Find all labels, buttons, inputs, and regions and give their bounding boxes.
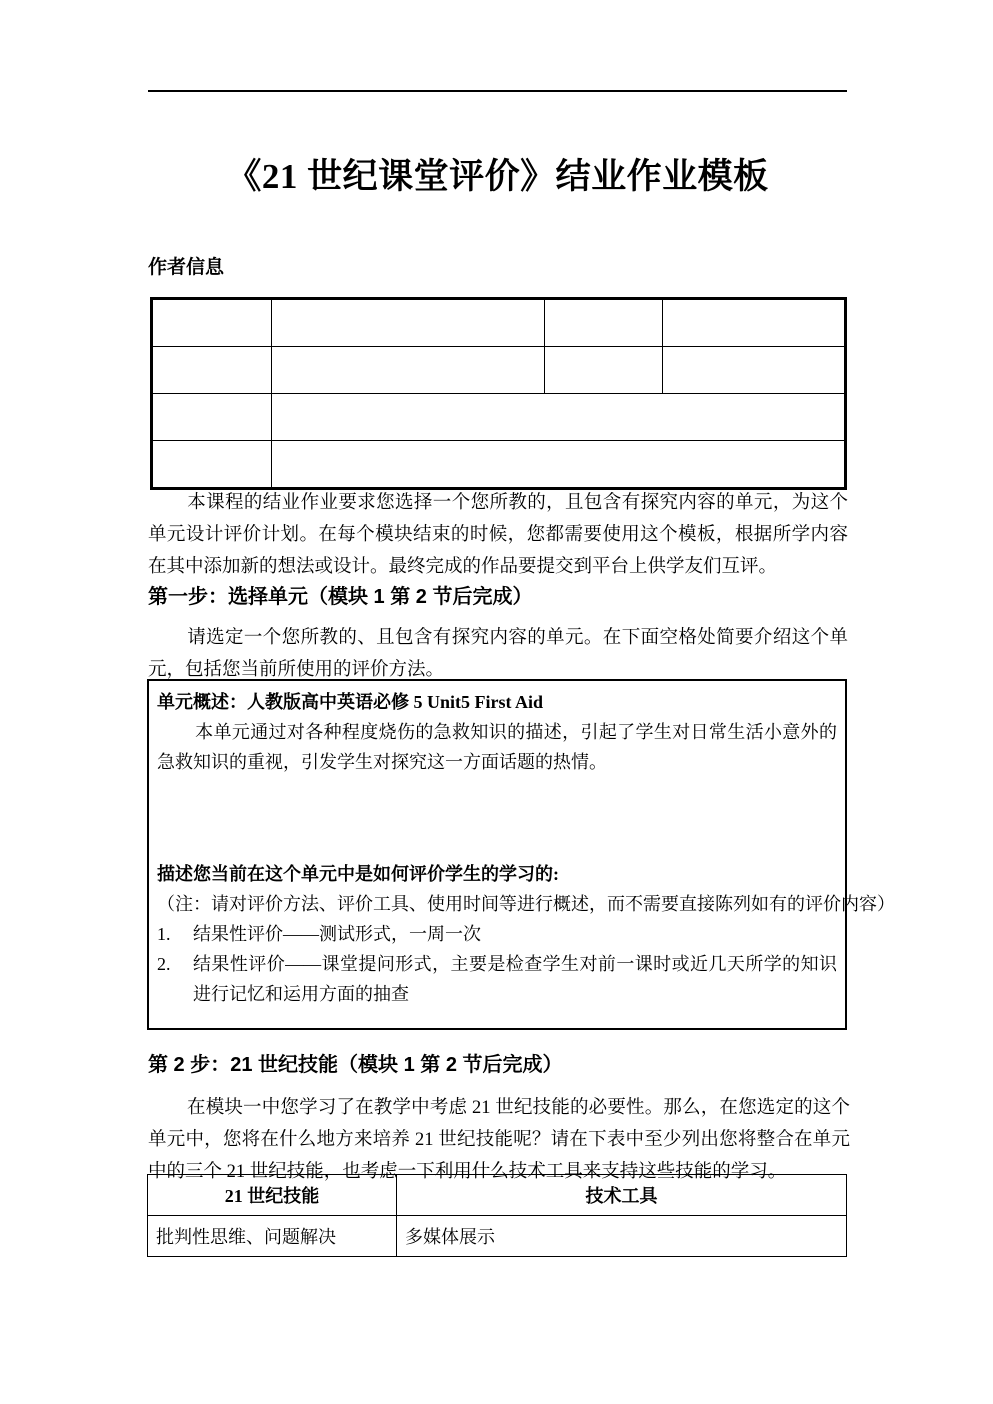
author-cell[interactable] [152, 347, 272, 394]
author-cell[interactable] [545, 347, 663, 394]
list-item-number: 2. [157, 954, 171, 974]
step-1-paragraph-text: 请选定一个您所教的、且包含有探究内容的单元。在下面空格处简要介绍这个单元，包括您当前所使用的评价方法。 [148, 628, 848, 680]
skills-table-cell-tool[interactable]: 多媒体展示 [397, 1216, 847, 1257]
assessment-list [157, 919, 837, 1009]
skills-table-header-skill: 21 世纪技能 [148, 1175, 397, 1216]
author-cell[interactable] [152, 394, 272, 441]
author-cell[interactable] [663, 299, 846, 347]
author-cell[interactable] [272, 394, 846, 441]
table-header-row [148, 1175, 847, 1216]
list-item [157, 949, 837, 1009]
table-row [152, 394, 846, 441]
author-cell[interactable] [152, 441, 272, 489]
assessment-description-title: 描述您当前在这个单元中是如何评价学生的学习的: [157, 864, 559, 884]
table-row [152, 299, 846, 347]
step-1-paragraph [148, 622, 848, 686]
list-item [157, 919, 837, 949]
step-2-heading: 第 2 步：21 世纪技能（模块 1 第 2 节后完成） [148, 1054, 563, 1076]
box-spacer [157, 777, 837, 859]
unit-overview-body [157, 717, 837, 777]
unit-overview-title: 单元概述：人教版高中英语必修 5 Unit5 First Aid [157, 692, 544, 712]
author-info-heading: 作者信息 [148, 257, 225, 278]
skills-table-cell-skill[interactable]: 批判性思维、问题解决 [148, 1216, 397, 1257]
header-separator-rule [148, 90, 847, 92]
list-item-text: 结果性评价——课堂提问形式，主要是检查学生对前一课时或近几天所学的知识进行记忆和运用方面的抽查 [193, 954, 837, 1004]
author-cell[interactable] [272, 299, 545, 347]
unit-overview-body-text: 本单元通过对各种程度烧伤的急救知识的描述，引起了学生对日常生活小意外的急救知识的重视，引发学生对探究这一方面话题的热情。 [157, 722, 837, 772]
skills-table [147, 1174, 847, 1257]
table-row [152, 347, 846, 394]
table-row [152, 441, 846, 489]
unit-description-box[interactable] [147, 679, 895, 1030]
author-cell[interactable] [545, 299, 663, 347]
list-item-text: 结果性评价——测试形式，一周一次 [193, 924, 481, 944]
author-cell[interactable] [663, 347, 846, 394]
skills-table-header-tool: 技术工具 [397, 1175, 847, 1216]
step-1-heading: 第一步：选择单元（模块 1 第 2 节后完成） [148, 586, 533, 608]
table-row [148, 1216, 847, 1257]
intro-paragraph-text: 本课程的结业作业要求您选择一个您所教的，且包含有探究内容的单元，为这个单元设计评价计划。在每个模块结束的时候，您都需要使用这个模板，根据所学内容在其中添加新的想法或设计。最终完成的作品要提交到平台上供学友们互评。 [148, 493, 848, 577]
author-cell[interactable] [272, 347, 545, 394]
intro-paragraph [148, 487, 848, 583]
author-cell[interactable] [272, 441, 846, 489]
author-info-table [150, 297, 847, 490]
author-cell[interactable] [152, 299, 272, 347]
list-item-number: 1. [157, 924, 171, 944]
assessment-note: （注：请对评价方法、评价工具、使用时间等进行概述，而不需要直接陈列如有的评价内容） [157, 894, 895, 914]
step-2-paragraph-text: 在模块一中您学习了在教学中考虑 21 世纪技能的必要性。那么，在您选定的这个单元中，您将在什么地方来培养 21 世纪技能呢？请在下表中至少列出您将整合在单元中的三个 21 世纪技能，也考虑一下利用什么技术工具来支持这些技能的学习。 [148, 1098, 850, 1182]
page-title: 《21 世纪课堂评价》结业作业模板 [226, 157, 769, 196]
